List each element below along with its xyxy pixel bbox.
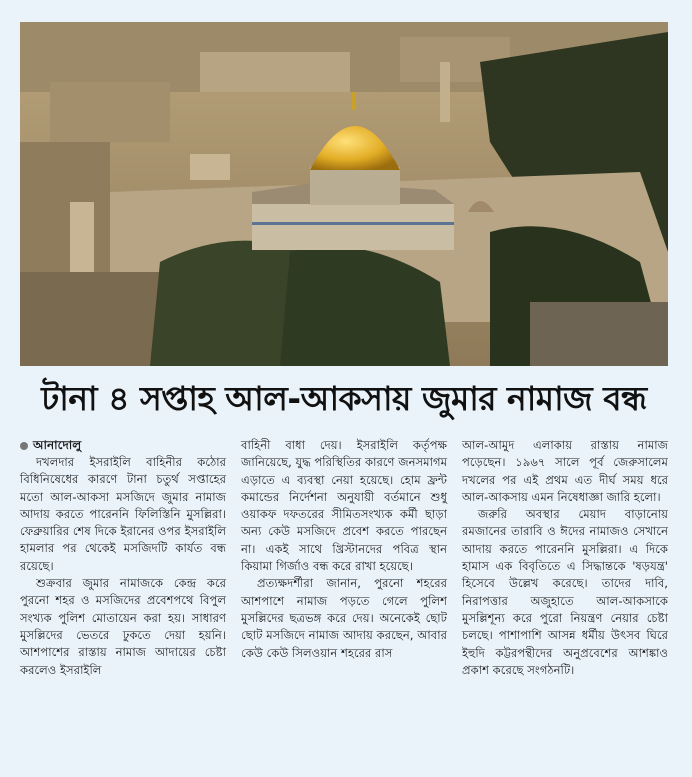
- paragraph: শুক্রবার জুমার নামাজকে কেন্দ্র করে পুরনো শহর ও মসজিদের প্রবেশপথে বিপুল সংখ্যক পুলিশ মোতায়েন করা হয়। সাধারণ মুসল্লিদের ভেতরে ঢুকতে দেয়া হয়নি। আশপাশের রাস্তায় নামাজ আদায়ের চেষ্টা করলেও ইসরাইলি: [20, 576, 226, 677]
- dome-of-the-rock-icon: [20, 22, 668, 366]
- paragraph: প্রত্যক্ষদর্শীরা জানান, পুরনো শহরের আশপাশে নামাজ পড়তে গেলে পুলিশ মুসল্লিদের ছত্রভঙ্গ করে দেয়। অনেকেই ছোট ছোট মসজিদে নামাজ আদায় করছেন, আবার কেউ কেউ সিলওয়ান শহরের রাস: [241, 576, 447, 660]
- article-column-3: [462, 437, 668, 769]
- paragraph: বাহিনী বাধা দেয়। ইসরাইলি কর্তৃপক্ষ জানিয়েছে, যুদ্ধ পরিস্থিতির কারণে জনসমাগম এড়াতে এ ব্যবস্থা নেয়া হয়েছে। হোম ফ্রন্ট কমান্ডের নির্দেশনা অনুযায়ী বর্তমানে শুধু ওয়াকফ দফতরের সীমিতসংখ্যক কর্মী ছাড়া অন্য কেউ মসজিদে প্রবেশ করতে পারছেন না। একই সাথে খ্রিস্টানদের পবিত্র স্থান কিয়ামা গির্জাও বন্ধ করে রাখা হয়েছে।: [241, 438, 448, 574]
- paragraph: আল-আমুদ এলাকায় রাস্তায় নামাজ পড়েছেন। ১৯৬৭ সালে পূর্ব জেরুসালেম দখলের পর এই প্রথম এত দীর্ঘ সময় ধরে আল-আকসায় এমন নিষেধাজ্ঞা জারি হলো।: [462, 438, 668, 504]
- byline: [20, 437, 226, 454]
- byline-source: আনাদোলু: [33, 438, 82, 452]
- paragraph: দখলদার ইসরাইলি বাহিনীর কঠোর বিধিনিষেধের কারণে টানা চতুর্থ সপ্তাহের মতো আল-আকসা মসজিদে জুমার নামাজ আদায় করতে পারেননি ফিলিস্তিনি মুসল্লিরা। ফেব্রুয়ারির শেষ দিকে ইরানের ওপর ইসরাইলি হামলার পর থেকেই মসজিদটি কার্যত বন্ধ রয়েছে।: [20, 455, 226, 573]
- article-body: [20, 437, 668, 769]
- article-column-1: [20, 437, 226, 769]
- article-photo: [20, 22, 668, 366]
- headline: টানা ৪ সপ্তাহ আল-আকসায় জুমার নামাজ বন্ধ: [41, 379, 647, 418]
- bullet-icon: [20, 442, 28, 450]
- paragraph: জরুরি অবস্থার মেয়াদ বাড়ানোয় রমজানের তারাবি ও ঈদের নামাজও সেখানে আদায় করতে পারেননি মুসল্লিরা। এ দিকে হামাস এক বিবৃতিতে এ সিদ্ধান্তকে 'ষড়যন্ত্র' হিসেবে উল্লেখ করেছে। তাদের দাবি, নিরাপত্তার অজুহাতে আল-আকসাকে মুসল্লিশূন্য করে পুরো নিয়ন্ত্রণ নেয়ার চেষ্টা চলছে। পাশাপাশি আসন্ন ধর্মীয় উৎসব ঘিরে ইহুদি কট্টরপন্থীদের অনুপ্রবেশের আশঙ্কাও প্রকাশ করেছে সংগঠনটি।: [462, 507, 668, 677]
- article-column-2: [241, 437, 447, 769]
